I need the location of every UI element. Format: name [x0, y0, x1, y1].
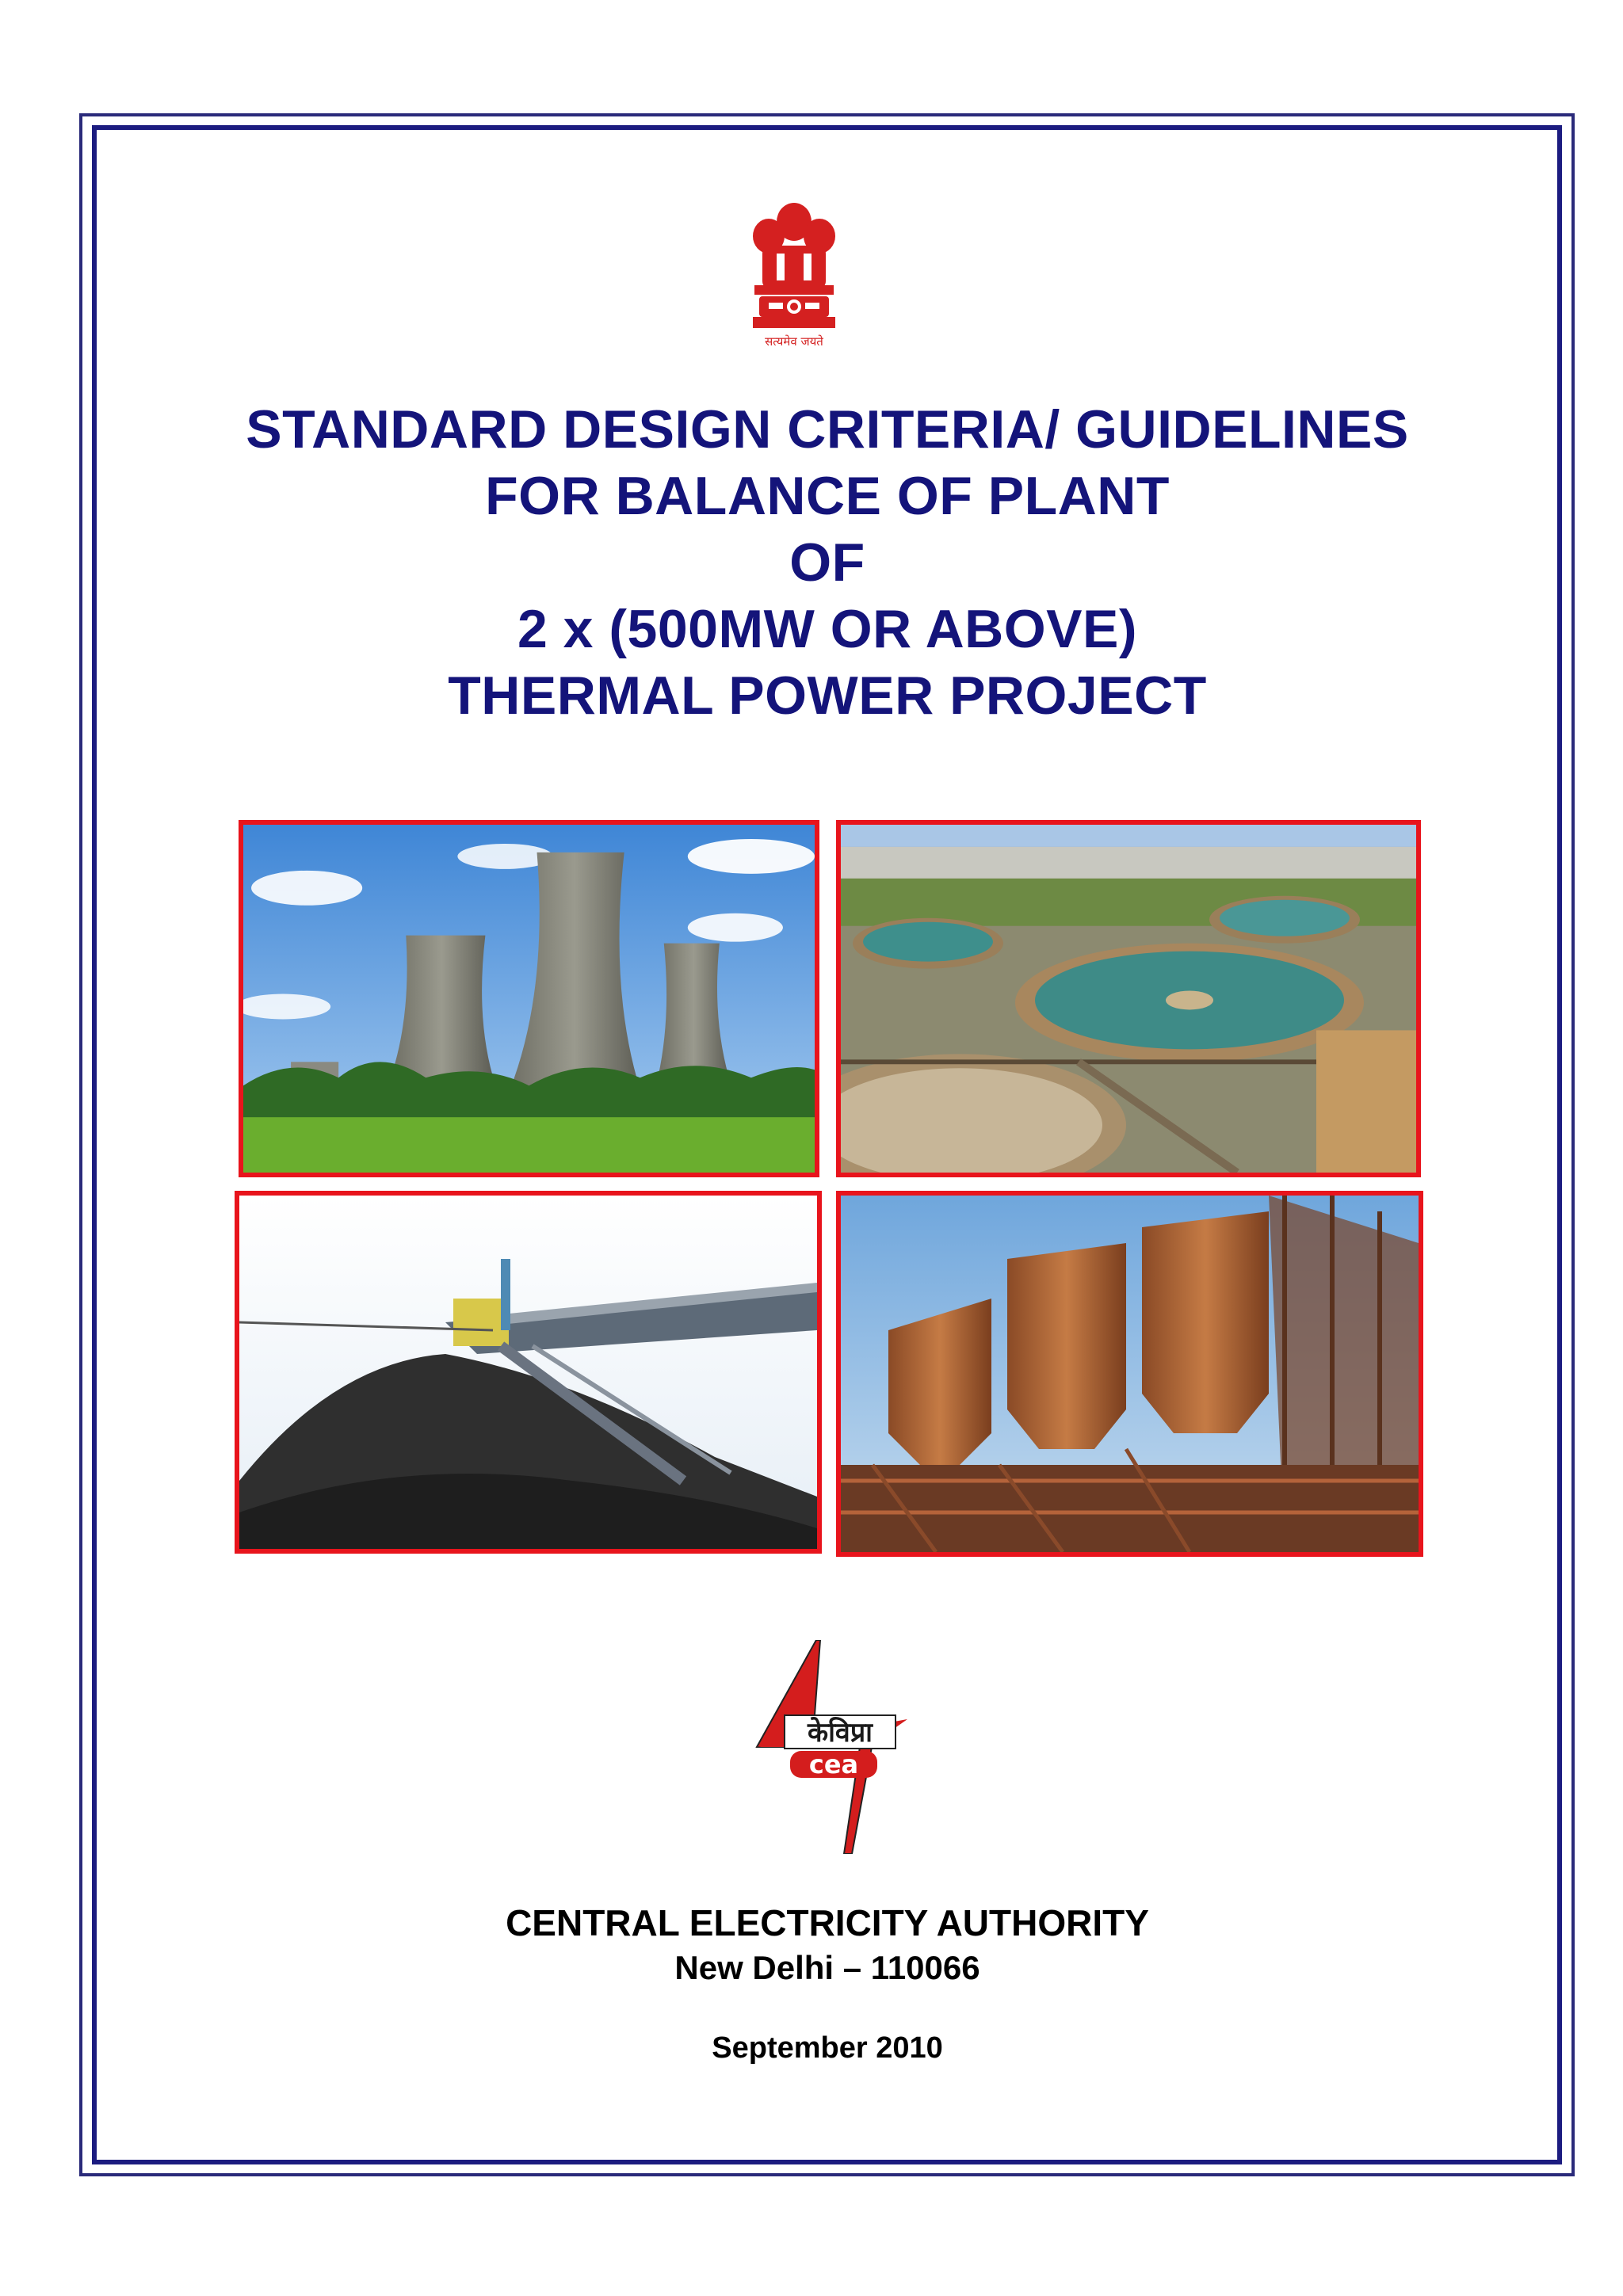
- water-clarifiers-photo: [836, 820, 1421, 1177]
- cea-logo-hindi: केविप्रा: [808, 1717, 873, 1749]
- organization-name: CENTRAL ELECTRICITY AUTHORITY: [506, 1902, 1149, 1943]
- cooling-towers-photo: [239, 820, 819, 1177]
- cea-logo-latin: cea: [808, 1749, 859, 1779]
- title-line-3: OF: [789, 532, 865, 593]
- title-line-4: 2 x (500MW OR ABOVE): [517, 599, 1138, 659]
- title-line-2: FOR BALANCE OF PLANT: [485, 466, 1170, 526]
- cea-logo-icon: [741, 1640, 931, 1854]
- organization-address: New Delhi – 110066: [674, 1949, 980, 1986]
- document-title: [119, 396, 1536, 729]
- emblem-motto: सत्यमेव जयते: [765, 334, 823, 349]
- silos-photo: [836, 1191, 1423, 1557]
- title-line-1: STANDARD DESIGN CRITERIA/ GUIDELINES: [246, 399, 1409, 460]
- title-line-5: THERMAL POWER PROJECT: [448, 666, 1207, 726]
- publication-date: September 2010: [712, 2031, 943, 2065]
- national-emblem-icon: [745, 198, 844, 353]
- coal-conveyor-photo: [235, 1191, 822, 1554]
